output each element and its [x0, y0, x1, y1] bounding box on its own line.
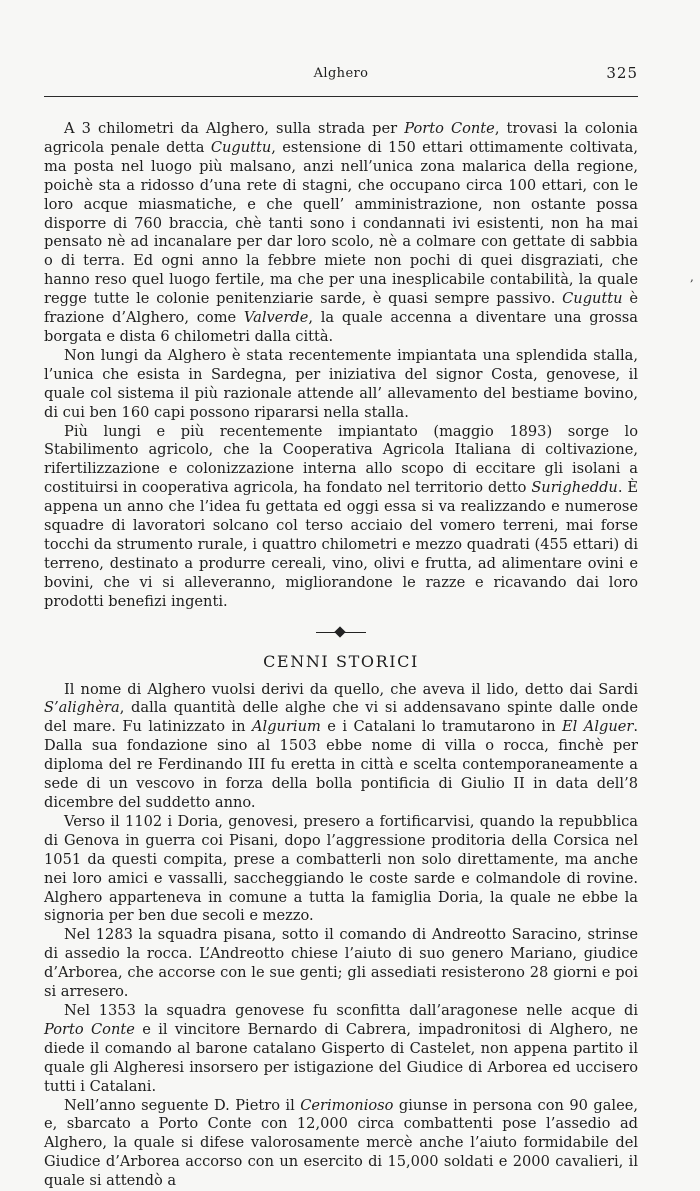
- divider-ornament: [334, 626, 345, 637]
- italic-term: El Alguer: [562, 718, 633, 735]
- paragraph: [44, 1097, 638, 1191]
- text-run: Il nome di Alghero vuolsi derivi da quello, che aveva il lido, detto dai Sardi: [64, 681, 638, 698]
- text-run: , la quale accenna a diventare una grossa borgata e dista 6 chilometri dalla città.: [44, 309, 638, 345]
- paragraph: [44, 120, 638, 347]
- text-run: e i Catalani lo tramutarono in: [321, 718, 562, 735]
- text-run: . Dalla sua fondazione sino al 1503 ebbe nome di villa o rocca, finchè per diploma del re Ferdinando III fu eretta in città e scelta contemporaneamente a sede di un vescovo in forza della bolla pontificia di Giulio II in data dell’8 dicembre del suddetto anno.: [44, 718, 638, 811]
- text-run: , dalla quantità delle alghe che vi si addensavano spinte dalle onde del mare. Fu latinizzato in: [44, 699, 638, 735]
- section-heading: CENNI STORICI: [44, 652, 638, 671]
- paragraph: [44, 347, 638, 423]
- running-title: Alghero: [44, 66, 638, 81]
- text-run: Non lungi da Alghero è stata recentemente impiantata una splendida stalla, l’unica che esista in Sardegna, per iniziativa del signor Costa, genovese, il quale col sistema il più razionale attende all’ allevamento del bestiame bovino, di cui ben 160 capi possono ripararsi nella stalla.: [44, 347, 638, 421]
- body-section-top: [44, 120, 638, 612]
- running-header: [44, 64, 638, 86]
- text-run: Nel 1283 la squadra pisana, sotto il comando di Andreotto Saracino, strinse di assedio la rocca. L’Andreotto chiese l’aiuto di suo genero Mariano, giudice d’Arborea, che accorse con le sue genti; gli assediati resisterono 28 giorni e poi si arresero.: [44, 926, 638, 1000]
- paragraph: [44, 926, 638, 1002]
- italic-term: Porto Conte: [404, 120, 495, 137]
- text-run: A 3 chilometri da Alghero, sulla strada per: [64, 120, 404, 137]
- italic-term: S’alighèra: [44, 699, 120, 716]
- header-rule: [44, 96, 638, 97]
- italic-term: Surigheddu: [531, 479, 618, 496]
- text-run: , trovasi la colonia agricola penale detta: [44, 120, 638, 156]
- text-run: e il vincitore Bernardo di Cabrera, impadronitosi di Alghero, ne diede il comando al barone catalano Gisperto di Castelet, non appena partito il quale gli Algheresi insorsero per istigazione del Giudice di Arborea ed uccisero tutti i Catalani.: [44, 1021, 638, 1095]
- text-run: Nell’anno seguente D. Pietro il: [64, 1097, 300, 1114]
- paragraph: [44, 681, 638, 813]
- text-run: Nel 1353 la squadra genovese fu sconfitta dall’aragonese nelle acque di: [64, 1002, 638, 1019]
- italic-term: Algurium: [252, 718, 321, 735]
- margin-mark: ,: [690, 270, 694, 284]
- paragraph: [44, 1002, 638, 1097]
- section-divider: [44, 612, 638, 652]
- page-number: 325: [606, 64, 638, 82]
- text-run: . È appena un anno che l’idea fu gettata ed oggi essa si va realizzando e numerose squadre di lavoratori solcano col terso acciaio del vomero terreni, mai forse tocchi da strumento rurale, i quattro chilometri e mezzo quadrati (455 ettari) di terreno, destinato a produrre cereali, vino, olivi e frutta, ad alimentare ovini e bovini, che vi si alleveranno, migliorandone le razze e ricavando dai loro prodotti benefizi ingenti.: [44, 479, 638, 609]
- italic-term: Cerimonioso: [300, 1097, 393, 1114]
- text-run: , estensione di 150 ettari ottimamente coltivata, ma posta nel luogo più malsano, anzi nell’unica zona malarica della regione, poichè sta a ridosso d’una rete di stagni, che occupano circa 100 ettari, con le loro acque miasmatiche, e che quell’ amministrazione, non ostante possa disporre di 760 braccia, chè tanti sono i condannati ivi esistenti, non ha mai pensato nè ad incanalare per dar loro scolo, nè a colmare con gettate di sabbia o di terra. Ed ogni anno la febbre miete non pochi di quei disgraziati, che hanno reso quel luogo fertile, ma che per una inesplicabile contabilità, la quale regge tutte le colonie penitenziarie sarde, è quasi sempre passivo.: [44, 139, 638, 307]
- text-run: Più lungi e più recentemente impiantato (maggio 1893) sorge lo Stabilimento agricolo, che la Cooperativa Agricola Italiana di coltivazione, rifertilizzazione e colonizzazione interna allo scopo di eccitare gli isolani a costituirsi in cooperativa agricola, ha fondato nel territorio detto: [44, 423, 638, 497]
- italic-term: Cuguttu: [211, 139, 271, 156]
- italic-term: Cuguttu: [562, 290, 622, 307]
- italic-term: Porto Conte: [44, 1021, 135, 1038]
- text-run: giunse in persona con 90 galee, e, sbarcato a Porto Conte con 12,000 circa combattenti pose l’assedio ad Alghero, la quale si difese valorosamente mercè anche l’aiuto formidabile del Giudice d’Arborea accorso con un esercito di 15,000 soldati e 2000 cavalieri, il quale si attendò a: [44, 1097, 638, 1190]
- paragraph: [44, 813, 638, 926]
- text-run: Verso il 1102 i Doria, genovesi, presero a fortificarvisi, quando la repubblica di Genova in guerra coi Pisani, dopo l’aggressione proditoria della Corsica nel 1051 da questi compita, prese a combatterli non solo direttamente, ma anche nei loro amici e vassalli, saccheggiando le coste sarde e colmandole di rovine. Alghero apparteneva in comune a tutta la famiglia Doria, la quale ne ebbe la signoria per ben due secoli e mezzo.: [44, 813, 638, 925]
- italic-term: Valverde: [244, 309, 308, 326]
- text-run: è frazione d’Alghero, come: [44, 290, 638, 326]
- paragraph: [44, 423, 638, 612]
- body-section-bottom: [44, 681, 638, 1191]
- body-text: [44, 120, 638, 1191]
